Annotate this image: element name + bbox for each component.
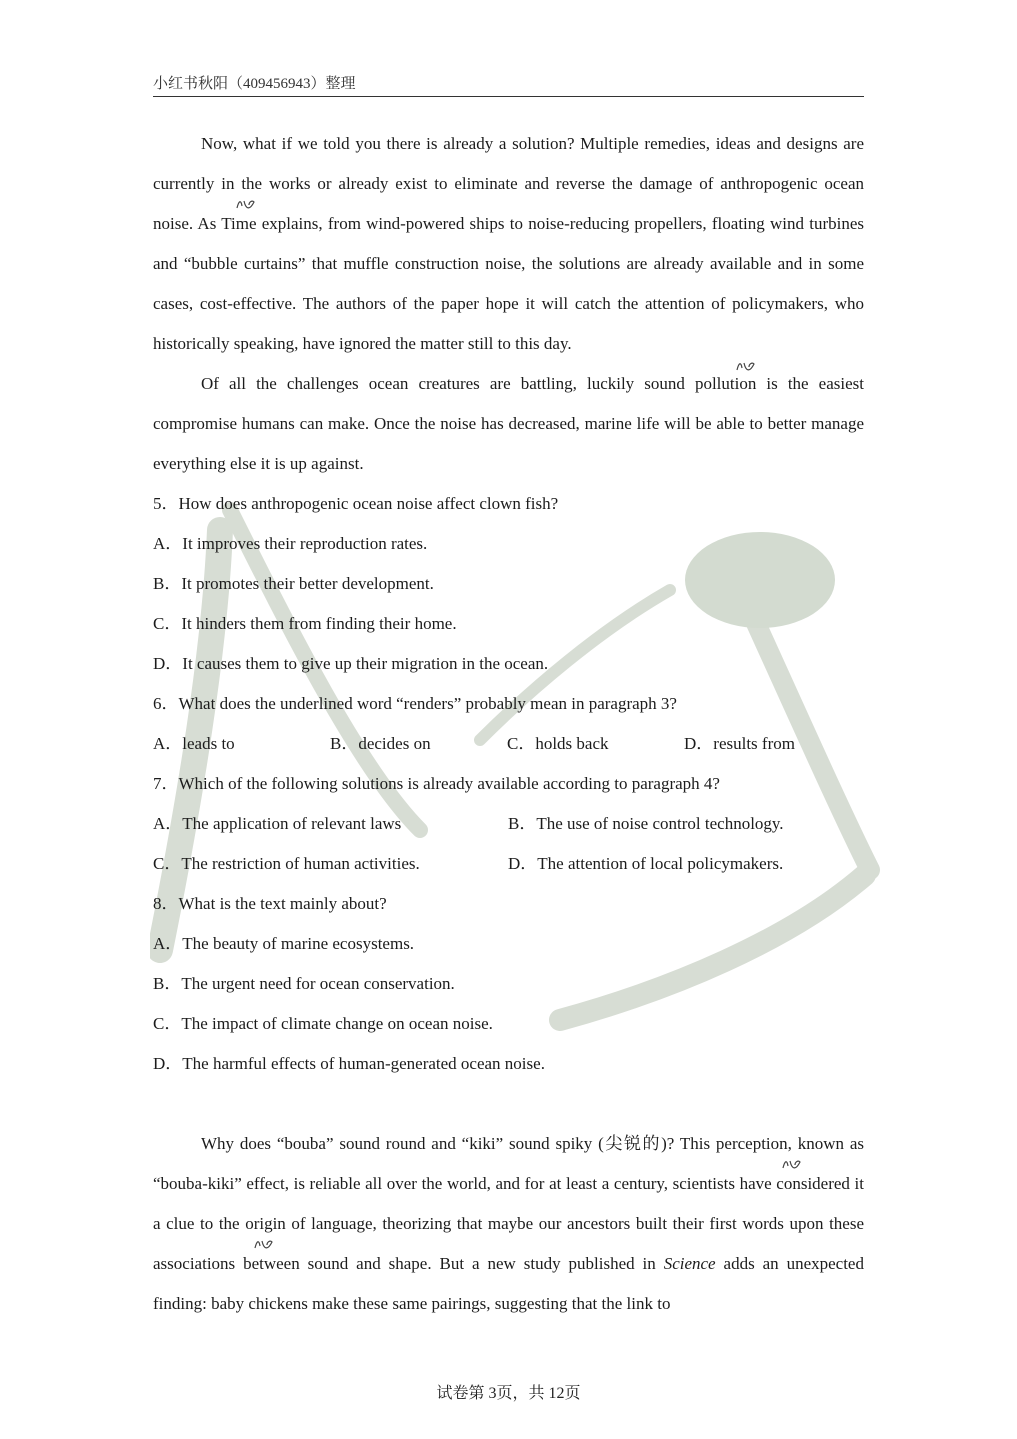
passage2-paragraph-1 [153,1124,864,1324]
passage2-chinese-gloss: 尖锐的 [603,1134,662,1153]
page-header: 小红书秋阳（409456943）整理 [153,72,864,97]
question-8-option-a: A．The beauty of marine ecosystems. [153,934,415,953]
question-7-options-row-1 [153,804,864,844]
question-8-option-d: D．The harmful effects of human-generated ocean noise. [153,1054,545,1073]
question-7-options-row-2 [153,844,864,884]
passage2-text-start: Why does “bouba” sound round and “kiki” sound spiky ( [201,1134,604,1153]
passage1-paragraph-1: Now, what if we told you there is already a solution? Multiple remedies, ideas and designs are currently in the works or already exist to eliminate and reverse the damage of anthropogenic ocean noise. As Time explains, from wind-powered ships to noise-reducing propellers, floating wind turbines and “bubble curtains” that muffle construction noise, the solutions are already available and in some cases, cost-effective. The authors of the paper hope it will catch the attention of policymakers, who historically speaking, have ignored the matter still to this day. [153,134,864,353]
section-gap [153,1084,864,1124]
page-content [153,124,864,1324]
journal-name-science: Science [663,1254,716,1273]
question-5-option-a: A．It improves their reproduction rates. [153,534,428,553]
passage2-text-middle: )? This perception, known as “bouba-kiki” effect, is reliable all over the world, and for at least a century, scientists have considered it a clue to the origin of language, theorizing that maybe our ancestors built their first words upon these associations between sound and shape. But a new study published in [153,1134,864,1273]
question-6-option-c: C．holds back [507,734,609,753]
handwritten-mark-icon [782,1158,802,1172]
handwritten-mark-icon [236,198,256,212]
passage1-paragraph-2: Of all the challenges ocean creatures are battling, luckily sound pollution is the easiest compromise humans can make. Once the noise has decreased, marine life will be able to better manage everything else it is up against. [153,374,864,473]
handwritten-mark-icon [254,1238,274,1252]
question-7-option-c: C．The restriction of human activities. [153,854,420,873]
question-6-option-d: D．results from [684,734,795,753]
question-5-stem: 5．How does anthropogenic ocean noise affect clown fish? [153,494,559,513]
question-6-option-a: A．leads to [153,734,235,753]
question-8-stem: 8．What is the text mainly about? [153,894,387,913]
question-7-option-a: A．The application of relevant laws [153,814,402,833]
question-8-option-b: B．The urgent need for ocean conservation. [153,974,455,993]
question-6-options [153,724,864,764]
question-7-option-d: D．The attention of local policymakers. [508,854,784,873]
question-8-option-c: C．The impact of climate change on ocean noise. [153,1014,493,1033]
question-7-option-b: B．The use of noise control technology. [508,814,784,833]
question-7-stem: 7．Which of the following solutions is already available according to paragraph 4? [153,774,720,793]
handwritten-mark-icon [736,360,756,374]
passage2-text-end: adds an unexpected finding: baby chickens make these same pairings, suggesting that the link to [153,1254,864,1313]
question-5-option-c: C．It hinders them from finding their home. [153,614,457,633]
question-5-option-b: B．It promotes their better development. [153,574,434,593]
question-5-option-d: D．It causes them to give up their migration in the ocean. [153,654,549,673]
page-footer: 试卷第 3页，共 12页 [436,1385,581,1402]
question-6-option-b: B．decides on [330,734,431,753]
question-6-stem: 6．What does the underlined word “renders” probably mean in paragraph 3? [153,694,677,713]
